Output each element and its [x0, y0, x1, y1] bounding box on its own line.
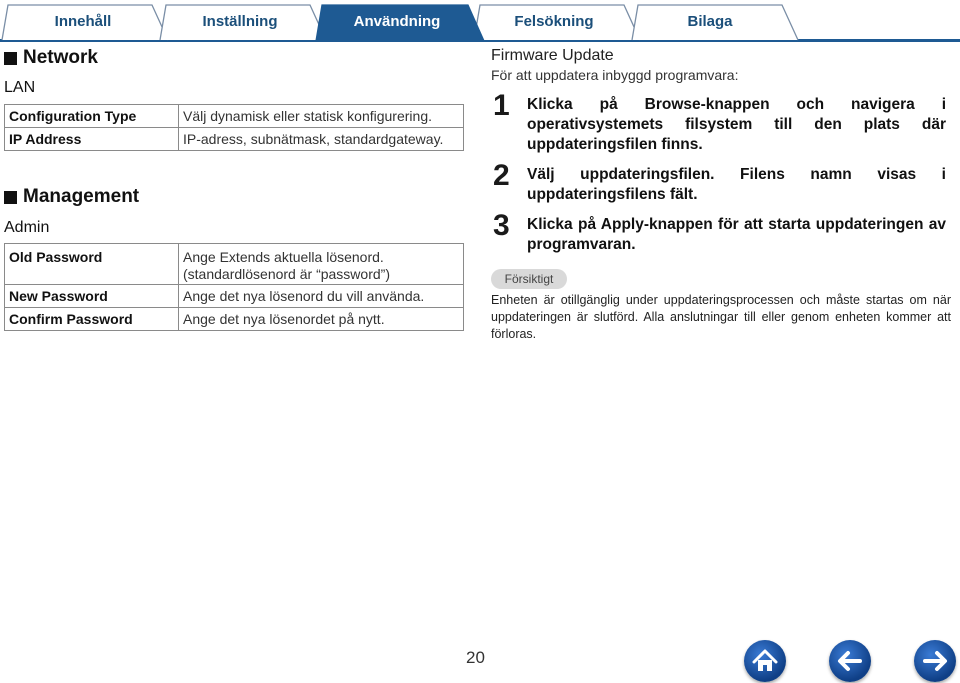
caution-badge: Försiktigt	[491, 269, 567, 289]
network-heading-text: Network	[23, 47, 98, 68]
home-button[interactable]	[744, 640, 786, 682]
tab-innehall[interactable]: Innehåll	[54, 13, 112, 30]
page-number: 20	[466, 648, 485, 667]
square-bullet-icon	[4, 191, 17, 204]
tab-felsokning[interactable]: Felsökning	[514, 13, 594, 30]
admin-subheading: Admin	[4, 219, 50, 236]
table-row	[5, 128, 464, 151]
tab-installning[interactable]: Inställning	[202, 13, 278, 30]
network-table	[4, 104, 464, 151]
step-text: Välj uppdateringsfilen. Filens namn visas i uppdateringsfilens fält.	[527, 166, 946, 203]
row-key: Configuration Type	[5, 105, 179, 128]
step-number: 2	[493, 159, 510, 192]
tab-anvandning[interactable]: Användning	[353, 13, 441, 30]
row-value-line1: Ange Extends aktuella lösenord.	[183, 249, 384, 265]
step-number: 1	[493, 89, 510, 122]
tab-bilaga[interactable]: Bilaga	[687, 13, 733, 30]
step-2	[491, 159, 951, 205]
management-heading	[4, 186, 139, 208]
table-row	[5, 285, 464, 308]
row-key: IP Address	[5, 128, 179, 151]
table-row	[5, 105, 464, 128]
row-value-line2: (standardlösenord är “password”)	[183, 266, 390, 282]
management-table	[4, 243, 464, 331]
table-row	[5, 308, 464, 331]
step-1	[491, 89, 951, 155]
step-text: Klicka på Apply-knappen för att starta uppdateringen av programvaran.	[527, 216, 946, 253]
row-value	[179, 244, 464, 285]
square-bullet-icon	[4, 52, 17, 65]
management-heading-text: Management	[23, 186, 140, 207]
next-page-button[interactable]	[914, 640, 956, 682]
row-value: Välj dynamisk eller statisk konfigurering.	[179, 105, 464, 128]
row-key: Old Password	[5, 244, 179, 285]
step-number: 3	[493, 209, 510, 242]
row-key: New Password	[5, 285, 179, 308]
row-value: Ange det nya lösenord du vill använda.	[179, 285, 464, 308]
row-key: Confirm Password	[5, 308, 179, 331]
arrow-right-icon	[914, 640, 956, 682]
row-value: IP-adress, subnätmask, standardgateway.	[179, 128, 464, 151]
network-heading	[4, 47, 98, 69]
step-text: Klicka på Browse-knappen och navigera i operativsystemets filsystem till den plats där uppdateringsfilen finns.	[527, 96, 946, 153]
caution-text: Enheten är otillgänglig under uppdateringsprocessen och måste startas om när uppdateringen är slutförd. Alla anslutningar till eller genom enheten kommer att förloras.	[491, 293, 951, 341]
firmware-title: Firmware Update	[491, 47, 614, 64]
row-value: Ange det nya lösenordet på nytt.	[179, 308, 464, 331]
tab-bar	[0, 0, 960, 44]
arrow-left-icon	[829, 640, 871, 682]
table-row	[5, 244, 464, 285]
lan-subheading: LAN	[4, 79, 36, 96]
step-3	[491, 209, 951, 255]
previous-page-button[interactable]	[829, 640, 871, 682]
firmware-intro: För att uppdatera inbyggd programvara:	[491, 67, 739, 83]
home-icon	[744, 640, 786, 682]
